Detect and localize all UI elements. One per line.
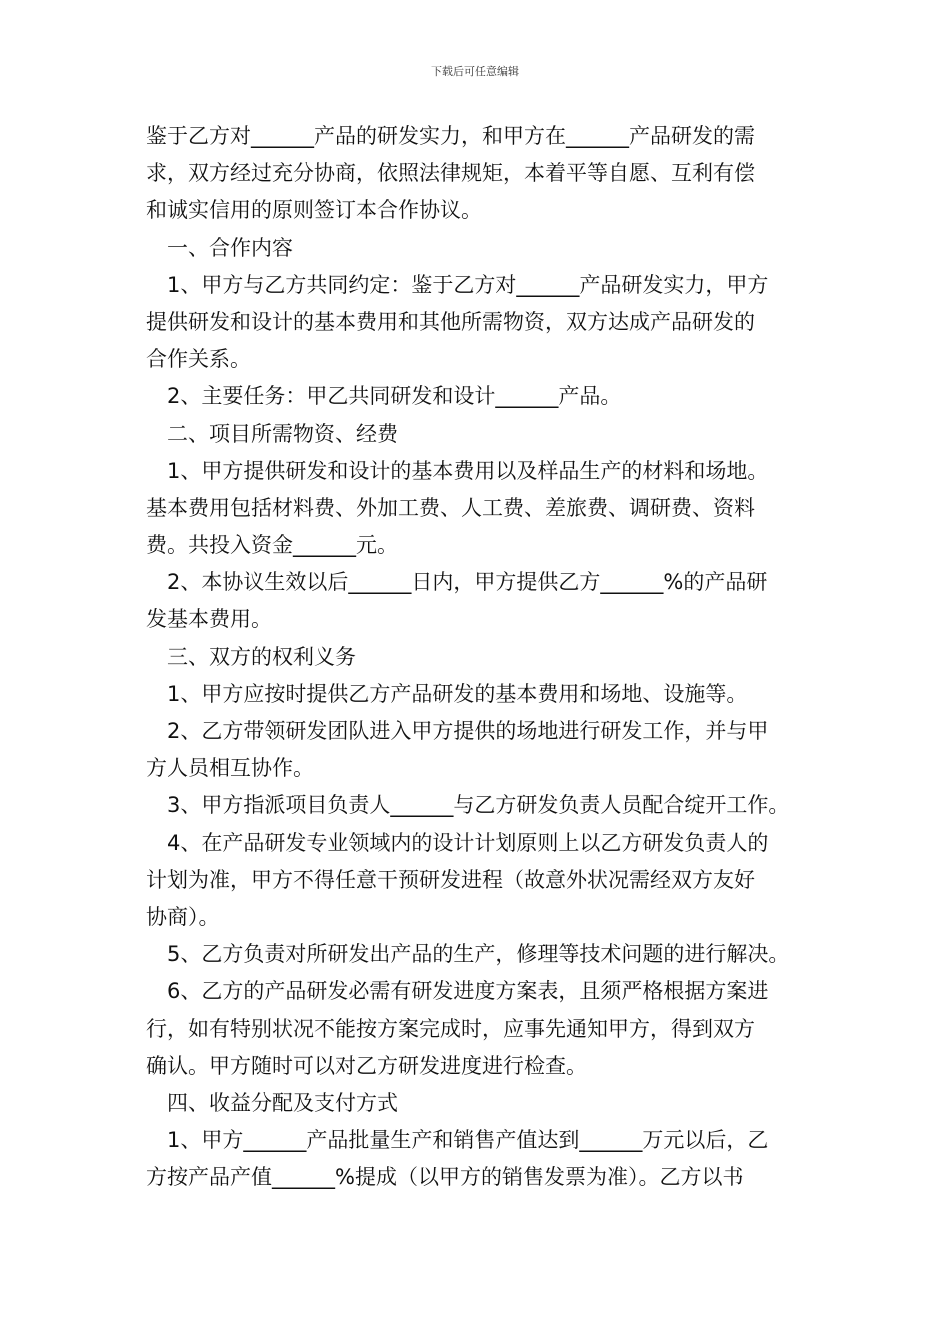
clause-line: 6、乙方的产品研发必需有研发进度方案表，且须严格根据方案进 xyxy=(167,979,769,1004)
clause-line: 费。共投入资金______元。 xyxy=(146,533,398,558)
clause-line: 发基本费用。 xyxy=(146,607,272,632)
clause-line: 1、甲方______产品批量生产和销售产值达到______万元以后，乙 xyxy=(167,1128,769,1153)
clause-line: 确认。甲方随时可以对乙方研发进度进行检查。 xyxy=(146,1053,587,1078)
section-heading: 四、收益分配及支付方式 xyxy=(167,1090,398,1115)
clause-line: 基本费用包括材料费、外加工费、人工费、差旅费、调研费、资料 xyxy=(146,495,755,520)
page-header-note: 下载后可任意编辑 xyxy=(431,65,519,78)
clause-line: 3、甲方指派项目负责人______与乙方研发负责人员配合绽开工作。 xyxy=(167,793,790,818)
clause-line: 1、甲方提供研发和设计的基本费用以及样品生产的材料和场地。 xyxy=(167,458,769,483)
clause-line: 计划为准，甲方不得任意干预研发进程（故意外状况需经双方友好 xyxy=(146,867,755,892)
clause-line: 2、主要任务：甲乙共同研发和设计______产品。 xyxy=(167,384,622,409)
clause-line: 4、在产品研发专业领域内的设计计划原则上以乙方研发负责人的 xyxy=(167,830,769,855)
clause-line: 2、乙方带领研发团队进入甲方提供的场地进行研发工作，并与甲 xyxy=(167,719,769,743)
paragraph-line: 和诚实信用的原则签订本合作协议。 xyxy=(146,198,482,223)
section-heading: 三、双方的权利义务 xyxy=(167,644,356,669)
clause-line: 合作关系。 xyxy=(146,347,251,372)
clause-line: 2、本协议生效以后______日内，甲方提供乙方______%的产品研 xyxy=(167,570,768,595)
paragraph-line: 求，双方经过充分协商，依照法律规矩，本着平等自愿、互利有偿 xyxy=(146,161,755,186)
clause-line: 1、甲方应按时提供乙方产品研发的基本费用和场地、设施等。 xyxy=(167,681,748,706)
section-heading: 二、项目所需物资、经费 xyxy=(167,421,398,446)
clause-line: 协商）。 xyxy=(146,904,220,929)
clause-line: 方人员相互协作。 xyxy=(146,756,314,781)
clause-line: 方按产品产值______%提成（以甲方的销售发票为准）。乙方以书 xyxy=(146,1165,744,1190)
clause-line: 行，如有特别状况不能按方案完成时，应事先通知甲方，得到双方 xyxy=(146,1016,755,1041)
clause-line: 提供研发和设计的基本费用和其他所需物资，双方达成产品研发的 xyxy=(146,309,755,334)
document-body xyxy=(146,118,816,1196)
clause-line: 1、甲方与乙方共同约定：鉴于乙方对______产品研发实力，甲方 xyxy=(167,272,769,297)
paragraph-line: 鉴于乙方对______产品的研发实力，和甲方在______产品研发的需 xyxy=(146,124,755,148)
section-heading: 一、合作内容 xyxy=(167,235,293,260)
clause-line: 5、乙方负责对所研发出产品的生产，修理等技术问题的进行解决。 xyxy=(167,942,790,967)
